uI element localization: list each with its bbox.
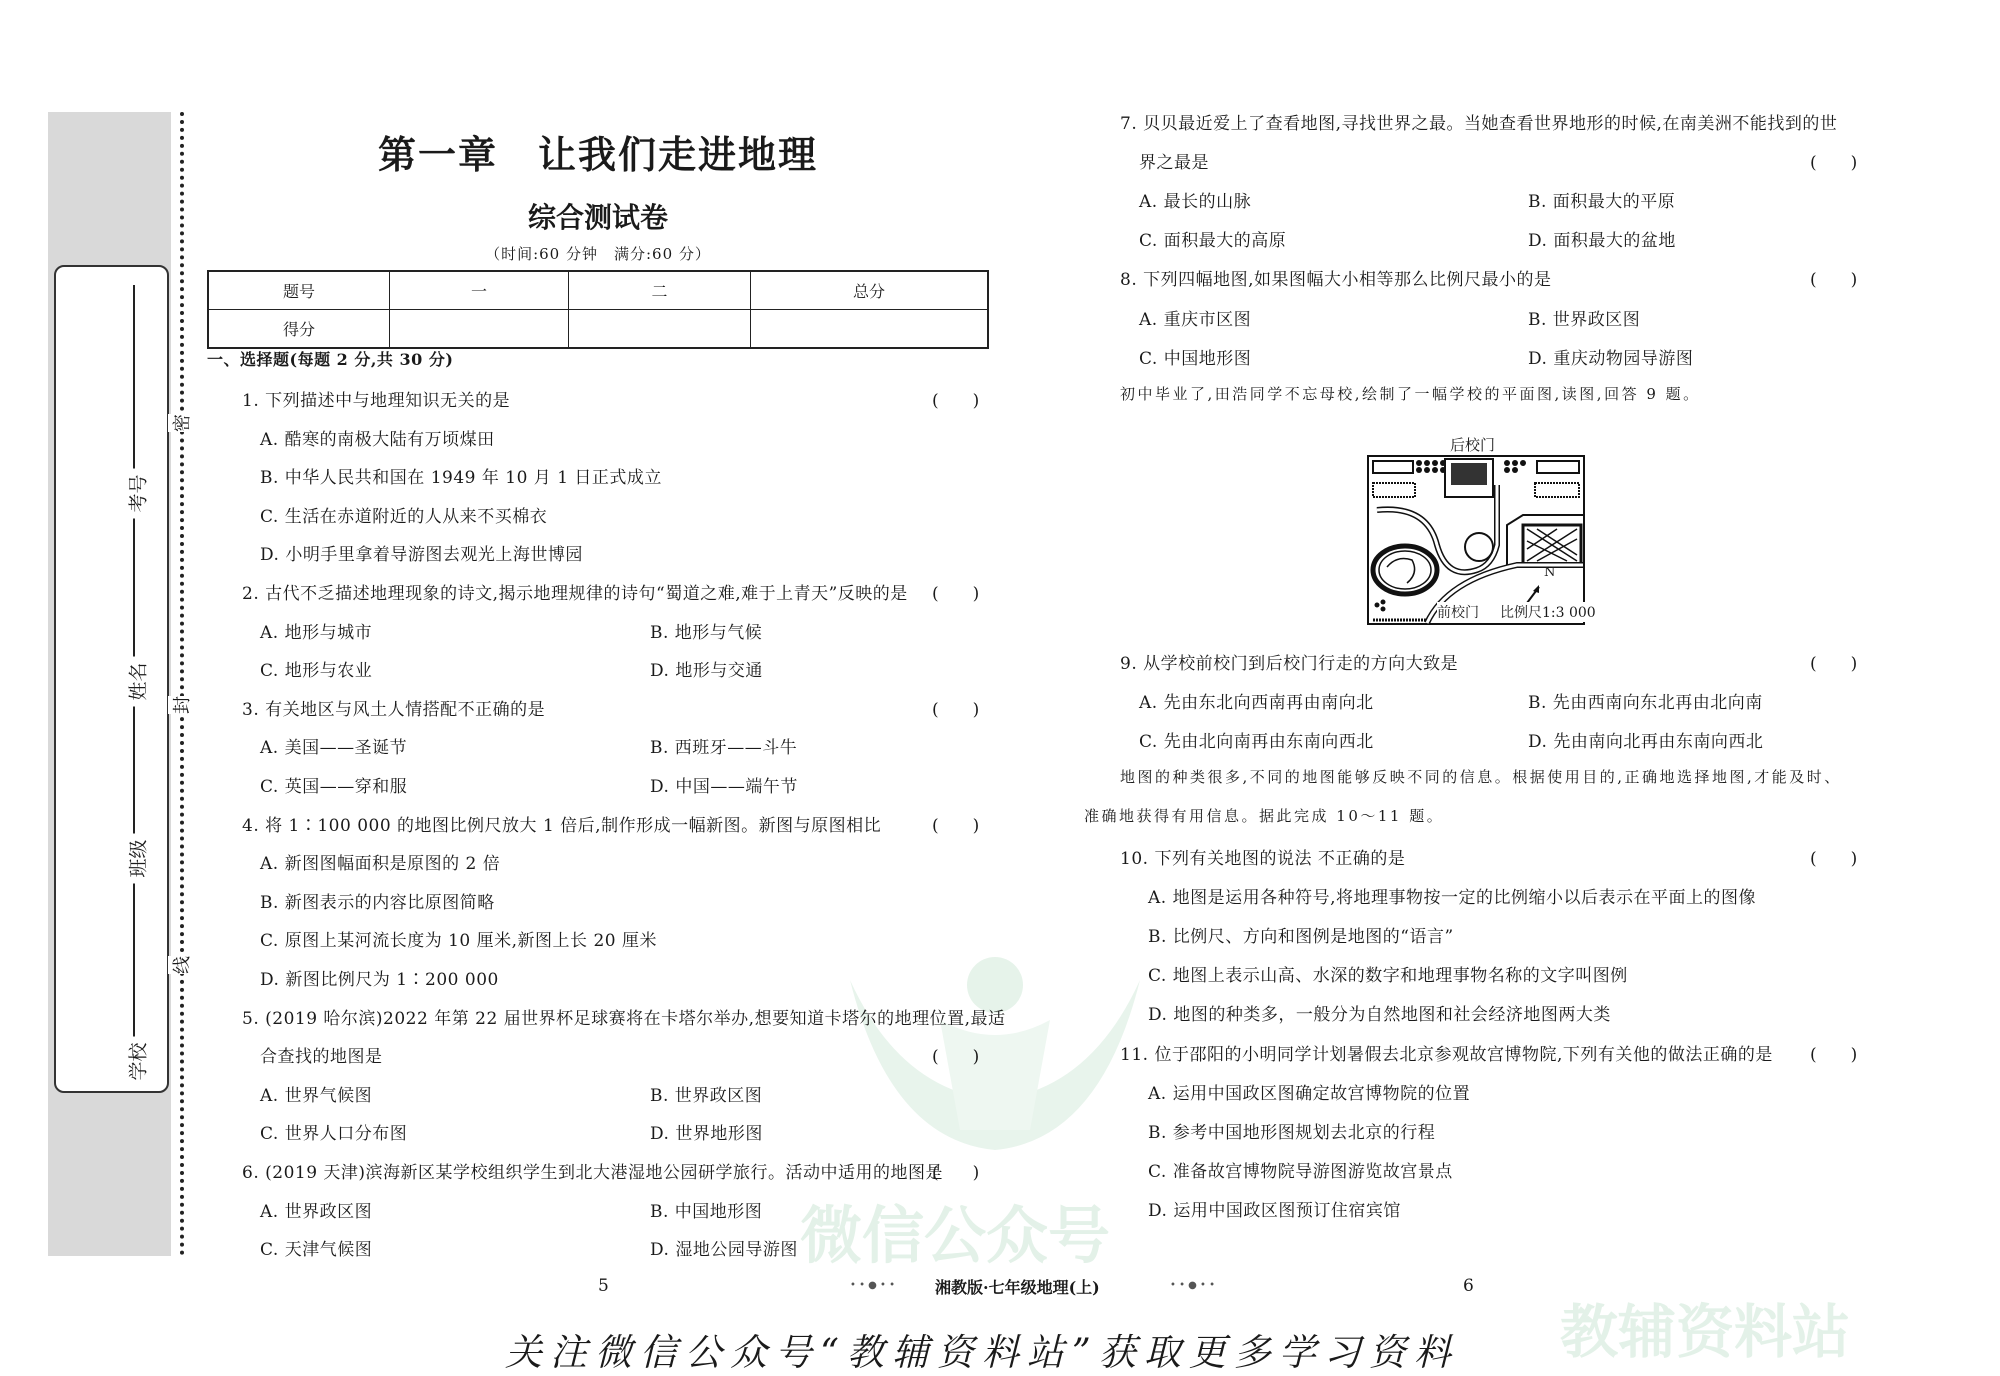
- footer-dots-right: • • ● • •: [1170, 1280, 1216, 1291]
- map-front-gate-label: 前校门: [1437, 602, 1479, 622]
- question-stem: 9. 从学校前校门到后校门行走的方向大致是: [1120, 654, 1459, 674]
- class-field[interactable]: 班级: [124, 834, 151, 884]
- question-stem: 5. (2019 哈尔滨)2022 年第 22 届世界杯足球赛将在卡塔尔举办,想要知道卡塔尔的地理位置,最适: [242, 1008, 1006, 1029]
- reading-intro: 准确地获得有用信息。据此完成 10～11 题。: [1084, 807, 1445, 826]
- name-field[interactable]: 姓名: [124, 657, 151, 707]
- question-stem: 3. 有关地区与风土人情搭配不正确的是: [242, 699, 546, 720]
- answer-option[interactable]: A. 最长的山脉: [1139, 192, 1252, 213]
- map-scale-label: 比例尺1:3 000: [1500, 602, 1596, 622]
- answer-option[interactable]: D. 先由南向北再由东南向西北: [1528, 732, 1764, 753]
- answer-option[interactable]: C. 世界人口分布图: [260, 1124, 408, 1145]
- score-table: [207, 270, 989, 349]
- map-back-gate-label: 后校门: [1450, 436, 1496, 454]
- answer-option[interactable]: D. 小明手里拿着导游图去观光上海世博园: [260, 545, 583, 566]
- answer-bracket[interactable]: ( ): [1810, 654, 1858, 674]
- answer-option[interactable]: C. 面积最大的高原: [1139, 231, 1287, 252]
- answer-option[interactable]: D. 湿地公园导游图: [650, 1240, 798, 1261]
- answer-option[interactable]: C. 英国——穿和服: [260, 777, 408, 797]
- answer-option[interactable]: C. 天津气候图: [260, 1240, 373, 1261]
- question-stem: 6. (2019 天津)滨海新区某学校组织学生到北大港湿地公园研学旅行。活动中适用的地图是: [242, 1163, 944, 1183]
- answer-option[interactable]: B. 比例尺、方向和图例是地图的“语言”: [1148, 927, 1454, 948]
- answer-bracket[interactable]: ( ): [932, 1163, 980, 1183]
- answer-option[interactable]: B. 参考中国地形图规划去北京的行程: [1148, 1122, 1436, 1143]
- answer-option[interactable]: B. 中国地形图: [650, 1201, 763, 1222]
- answer-option[interactable]: D. 运用中国政区图预订住宿宾馆: [1148, 1200, 1401, 1221]
- answer-option[interactable]: D. 世界地形图: [650, 1124, 763, 1145]
- answer-option[interactable]: A. 运用中国政区图确定故宫博物院的位置: [1148, 1083, 1471, 1104]
- score-value-row: [208, 310, 988, 349]
- score-cell-1[interactable]: [390, 310, 569, 349]
- answer-bracket[interactable]: ( ): [932, 391, 980, 411]
- answer-option[interactable]: A. 世界政区图: [260, 1201, 373, 1222]
- question-stem: 1. 下列描述中与地理知识无关的是: [242, 391, 511, 411]
- answer-option[interactable]: B. 中华人民共和国在 1949 年 10 月 1 日正式成立: [260, 468, 662, 489]
- answer-option[interactable]: D. 面积最大的盆地: [1528, 231, 1676, 252]
- answer-option[interactable]: D. 中国——端午节: [650, 777, 798, 797]
- answer-bracket[interactable]: ( ): [1810, 849, 1858, 870]
- chapter-title: 第一章 让我们走进地理: [377, 132, 818, 177]
- answer-option[interactable]: A. 世界气候图: [260, 1085, 373, 1106]
- score-row-label: 得分: [208, 310, 390, 349]
- answer-option[interactable]: A. 重庆市区图: [1139, 309, 1252, 330]
- page-number-left: 5: [598, 1276, 609, 1296]
- answer-option[interactable]: A. 先由东北向西南再由南向北: [1139, 693, 1374, 714]
- seal-mark-mi: 密: [168, 414, 194, 432]
- answer-option[interactable]: D. 地图的种类多，一般分为自然地图和社会经济地图两大类: [1148, 1005, 1611, 1026]
- answer-option[interactable]: B. 世界政区图: [1528, 309, 1641, 330]
- score-col-total: 总分: [751, 271, 989, 310]
- answer-option[interactable]: A. 地图是运用各种符号,将地理事物按一定的比例缩小以后表示在平面上的图像: [1148, 888, 1756, 909]
- seal-mark-feng: 封: [168, 696, 194, 714]
- time-info: （时间:60 分钟 满分:60 分）: [485, 245, 711, 263]
- score-cell-total[interactable]: [751, 310, 989, 349]
- answer-option[interactable]: B. 新图表示的内容比原图简略: [260, 892, 495, 913]
- watermark-logo: [830, 890, 1160, 1170]
- reading-intro: 地图的种类很多,不同的地图能够反映不同的信息。根据使用目的,正确地选择地图,才能及时、: [1120, 768, 1842, 787]
- score-col-label: 题号: [208, 271, 390, 310]
- score-cell-2[interactable]: [569, 310, 751, 349]
- reading-intro: 初中毕业了,田浩同学不忘母校,绘制了一幅学校的平面图,读图,回答 9 题。: [1120, 384, 1701, 403]
- answer-option[interactable]: B. 世界政区图: [650, 1085, 763, 1106]
- answer-option[interactable]: A. 酷寒的南极大陆有万顷煤田: [260, 429, 495, 450]
- question-stem: 4. 将 1∶100 000 的地图比例尺放大 1 倍后,制作形成一幅新图。新图与原图相比: [242, 815, 882, 836]
- answer-option[interactable]: C. 中国地形图: [1139, 348, 1252, 369]
- answer-option[interactable]: B. 西班牙——斗牛: [650, 738, 798, 759]
- exam-subtitle: 综合测试卷: [527, 201, 668, 234]
- footer-book-title: 湘教版·七年级地理(上): [935, 1278, 1100, 1297]
- question-stem: 11. 位于邵阳的小明同学计划暑假去北京参观故宫博物院,下列有关他的做法正确的是: [1120, 1044, 1773, 1065]
- answer-option[interactable]: D. 重庆动物园导游图: [1528, 348, 1694, 369]
- answer-option[interactable]: C. 准备故宫博物院导游图游览故宫景点: [1148, 1161, 1453, 1182]
- school-field[interactable]: 学校: [124, 1037, 151, 1087]
- answer-option[interactable]: 界之最是: [1139, 153, 1209, 174]
- answer-option[interactable]: A. 新图图幅面积是原图的 2 倍: [260, 854, 501, 875]
- watermark-text-2: 教辅资料站: [1560, 1298, 1851, 1366]
- answer-bracket[interactable]: ( ): [932, 699, 980, 720]
- page-number-right: 6: [1463, 1276, 1474, 1296]
- answer-option[interactable]: D. 新图比例尺为 1∶200 000: [260, 970, 499, 990]
- seal-mark-xian: 线: [168, 956, 194, 974]
- answer-option[interactable]: A. 地形与城市: [260, 622, 373, 643]
- watermark-text: 微信公众号: [800, 1199, 1111, 1272]
- answer-option[interactable]: B. 面积最大的平原: [1528, 192, 1676, 213]
- answer-bracket[interactable]: ( ): [932, 815, 980, 836]
- score-col-1: 一: [390, 271, 569, 310]
- answer-option[interactable]: C. 原图上某河流长度为 10 厘米,新图上长 20 厘米: [260, 931, 657, 952]
- answer-option[interactable]: A. 美国——圣诞节: [260, 738, 408, 759]
- answer-bracket[interactable]: ( ): [932, 1047, 980, 1068]
- section-heading: 一、选择题(每题 2 分,共 30 分): [207, 350, 454, 369]
- answer-option[interactable]: D. 地形与交通: [650, 661, 763, 682]
- question-stem: 8. 下列四幅地图,如果图幅大小相等那么比例尺最小的是: [1120, 270, 1552, 291]
- student-info-box: [54, 265, 169, 1093]
- answer-option[interactable]: 合查找的地图是: [260, 1047, 383, 1068]
- school-plan-map: [1367, 455, 1585, 625]
- score-header-row: [208, 271, 988, 310]
- answer-option[interactable]: B. 地形与气候: [650, 622, 763, 643]
- question-stem: 7. 贝贝最近爱上了查看地图,寻找世界之最。当她查看世界地形的时候,在南美洲不能找到的世: [1120, 114, 1838, 134]
- answer-bracket[interactable]: ( ): [932, 584, 980, 604]
- score-col-2: 二: [569, 271, 751, 310]
- answer-option[interactable]: C. 地图上表示山高、水深的数字和地理事物名称的文字叫图例: [1148, 966, 1628, 987]
- answer-option[interactable]: C. 地形与农业: [260, 661, 373, 682]
- promo-handwriting: 关注微信公众号“教辅资料站”获取更多学习资料: [505, 1331, 1459, 1374]
- footer-dots-left: • • ● • •: [850, 1280, 896, 1291]
- map-north-label: N: [1544, 565, 1556, 580]
- answer-bracket[interactable]: ( ): [1810, 153, 1858, 174]
- exam-number-field[interactable]: 考号: [124, 469, 151, 519]
- dotted-seal-line: [180, 112, 184, 1256]
- answer-option[interactable]: B. 先由西南向东北再由北向南: [1528, 693, 1763, 714]
- question-stem: 10. 下列有关地图的说法 不正确的是: [1120, 849, 1406, 870]
- answer-bracket[interactable]: ( ): [1810, 270, 1858, 291]
- question-stem: 2. 古代不乏描述地理现象的诗文,揭示地理规律的诗句“蜀道之难,难于上青天”反映的是: [242, 584, 908, 604]
- answer-option[interactable]: C. 先由北向南再由东南向西北: [1139, 732, 1374, 753]
- answer-option[interactable]: C. 生活在赤道附近的人从来不买棉衣: [260, 506, 548, 527]
- answer-bracket[interactable]: ( ): [1810, 1044, 1858, 1065]
